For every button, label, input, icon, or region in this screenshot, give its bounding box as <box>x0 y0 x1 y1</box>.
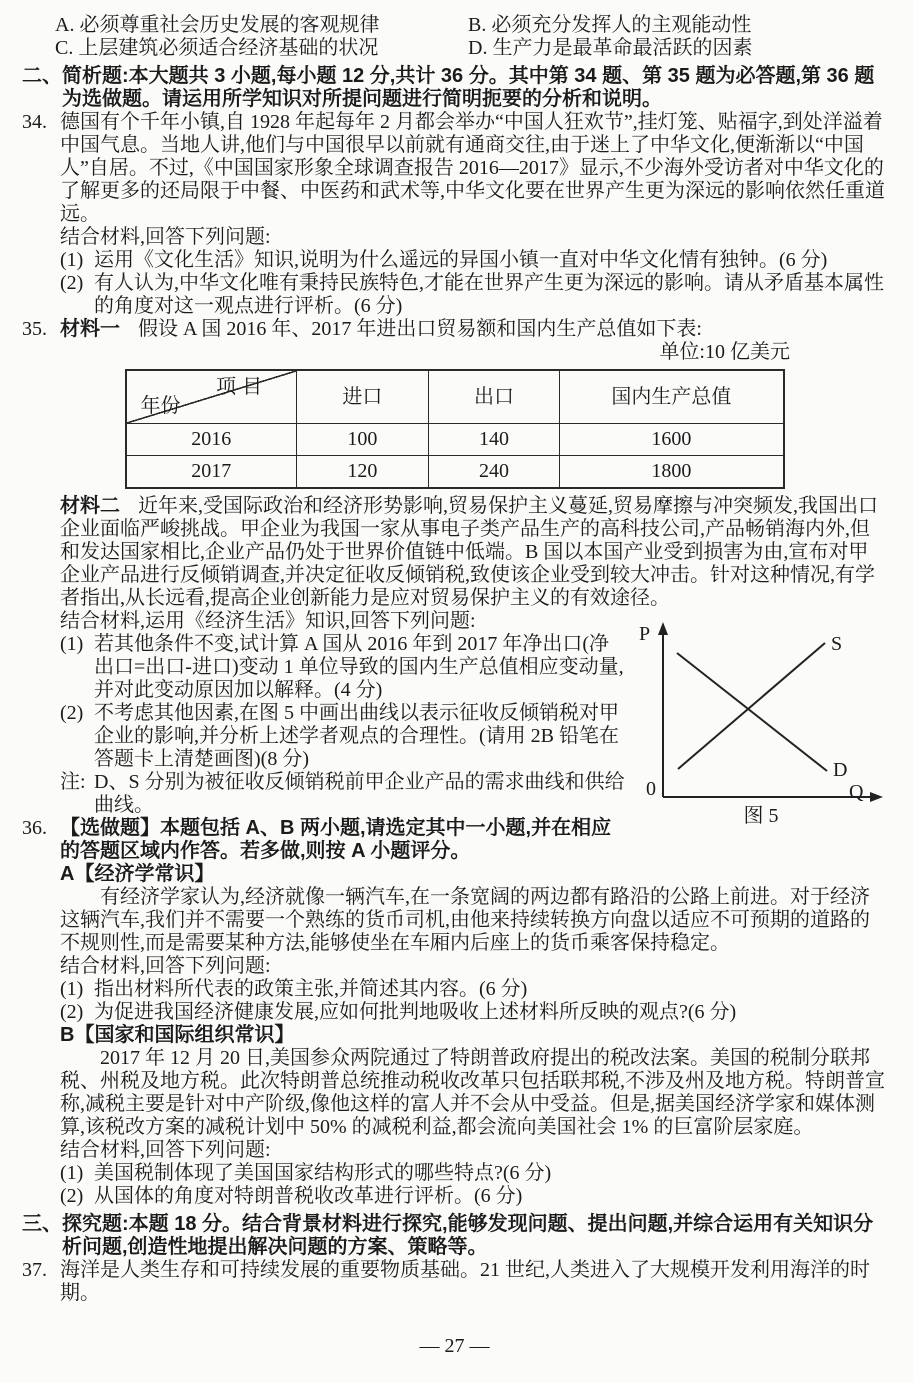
options-row-2 <box>55 37 887 60</box>
q36-a-text: 有经济学家认为,经济就像一辆汽车,在一条宽阔的两边都有路沿的公路上前进。对于经济这辆汽车,我们并不需要一个熟练的货币司机,由他来持续转换方向盘以适应不可预期的道路的不规则性,而是需要某种方法,能够使坐在车厢内后座上的货币乘客保持稳定。 <box>60 886 870 954</box>
cell-gdp: 1800 <box>560 456 784 489</box>
figure-5-caption: 图 5 <box>743 805 779 827</box>
q36-a-sub-2 <box>60 1001 887 1024</box>
q36-b-sub-1-label: (1) <box>60 1162 84 1184</box>
table-row-2017 <box>126 456 784 489</box>
section-3-label: 三、 <box>22 1213 62 1235</box>
q34-number: 34. <box>22 111 47 133</box>
q34-body <box>22 111 887 226</box>
table-unit-caption: 单位:10 亿美元 <box>659 341 790 363</box>
corner-label-year: 年份 <box>140 395 181 417</box>
figure-axes-and-curves <box>635 621 887 803</box>
section-3-text: 探究题:本题 18 分。结合背景材料进行探究,能够发现问题、提出问题,并综合运用有关知识分析问题,创造性地提出解决问题的方案、策略等。 <box>62 1213 874 1258</box>
q36-b-text: 2017 年 12 月 20 日,美国参众两院通过了特朗普政府提出的税改法案。美国的税制分联邦税、州税及地方税。此次特朗普总统推动税收改革只包括联邦税,不涉及州及地方税。特朗普宣称,减税主要是针对中产阶级,像他这样的富人并不会从中受益。但是,据美国经济学家和媒体测算,该税改方案的减税计划中 50% 的减税利益,都会流向美国社会 1% 的巨富阶层家庭。 <box>60 1047 885 1138</box>
cell-import: 100 <box>297 424 429 456</box>
section-2-header <box>22 65 887 111</box>
origin-label: 0 <box>646 778 656 800</box>
q35-sub-1-text: 若其他条件不变,试计算 A 国从 2016 年到 2017 年净出口(净出口=出口-进口)变动 1 单位导致的国内生产总值相应变动量,并对此变动原因加以解释。(4 分) <box>94 633 624 701</box>
section-2-label: 二、 <box>22 65 62 87</box>
q36-a-sub-2-label: (2) <box>60 1001 84 1023</box>
table-row-2016 <box>126 424 784 456</box>
supply-demand-diagram <box>635 621 887 803</box>
col-header-gdp: 国内生产总值 <box>560 370 784 424</box>
q36-a-prompt: 结合材料,回答下列问题: <box>60 955 271 977</box>
table-corner-cell <box>126 370 297 424</box>
option-a: A. 必须尊重社会历史发展的客观规律 <box>55 14 380 36</box>
q36-b-prompt: 结合材料,回答下列问题: <box>60 1139 271 1161</box>
option-c: C. 上层建筑必须适合经济基础的状况 <box>55 37 379 59</box>
question-36 <box>22 817 887 1208</box>
cell-year: 2016 <box>126 424 297 456</box>
trade-gdp-table <box>125 369 785 489</box>
q34-sub-2-text: 有人认为,中华文化唯有秉持民族特色,才能在世界产生更为深远的影响。请从矛盾基本属性的角度对这一观点进行评析。(6 分) <box>94 272 884 317</box>
figure-5 <box>635 621 887 828</box>
q36-a-sub-1 <box>60 978 887 1001</box>
q35-material-1-text: 假设 A 国 2016 年、2017 年进出口贸易额和国内生产总值如下表: <box>138 318 702 340</box>
cell-export: 240 <box>428 456 560 489</box>
q37-text: 海洋是人类生存和可持续发展的重要物质基础。21 世纪,人类进入了大规模开发利用海洋的时期。 <box>60 1259 870 1304</box>
q36-a-sub-1-text: 指出材料所代表的政策主张,并简述其内容。(6 分) <box>94 978 528 1000</box>
options-row-1 <box>55 14 887 37</box>
cell-export: 140 <box>428 424 560 456</box>
question-35 <box>22 318 887 827</box>
q35-material-1-line <box>22 318 887 341</box>
option-d: D. 生产力是最革命最活跃的因素 <box>468 37 753 59</box>
q35-sub-2-text: 不考虑其他因素,在图 5 中画出曲线以表示征收反倾销税对甲企业的影响,并分析上述学者观点的合理性。(请用 2B 铅笔在答题卡上清楚画图)(8 分) <box>94 702 619 770</box>
q34-prompt: 结合材料,回答下列问题: <box>60 226 271 248</box>
option-b: B. 必须充分发挥人的主观能动性 <box>468 14 752 36</box>
cell-gdp: 1600 <box>560 424 784 456</box>
q36-b-sub-1 <box>60 1162 887 1185</box>
q35-material-2-text: 近年来,受国际政治和经济形势影响,贸易保护主义蔓延,贸易摩擦与冲突频发,我国出口企业面临严峻挑战。甲企业为我国一家从事电子类产品生产的高科技公司,产品畅销海内外,但和发达国家相比,企业产品仍处于世界价值链中低端。B 国以本国产业受到损害为由,宣布对甲企业产品进行反倾销调查,并决定征收反倾销税,致使该企业受到较大冲击。针对这种情况,有学者指出,从长远看,提高企业创新能力是应对贸易保护主义的有效途径。 <box>60 495 878 609</box>
q36-header-text: 【选做题】本题包括 A、B 两小题,请选定其中一小题,并在相应的答题区域内作答。若多做,则按 A 小题评分。 <box>60 817 612 862</box>
q35-note-text: D、S 分别为被征收反倾销税前甲企业产品的需求曲线和供给曲线。 <box>94 771 625 816</box>
col-header-import: 进口 <box>297 370 429 424</box>
q37-number: 37. <box>22 1259 47 1281</box>
q36-a-sub-2-text: 为促进我国经济健康发展,应如何批判地吸收上述材料所反映的观点?(6 分) <box>94 1001 737 1023</box>
q35-sub-2-label: (2) <box>60 702 84 724</box>
question-34 <box>22 111 887 318</box>
q36-a-sub-1-label: (1) <box>60 978 84 1000</box>
q36-b-sub-2-text: 从国体的角度对特朗普税收改革进行评析。(6 分) <box>94 1185 523 1207</box>
q34-sub-1-label: (1) <box>60 249 84 271</box>
cell-import: 120 <box>297 456 429 489</box>
q35-material-1-label: 材料一 <box>60 318 120 340</box>
col-header-export: 出口 <box>428 370 560 424</box>
q35-material-2 <box>60 495 887 610</box>
x-axis-label: Q <box>849 781 864 803</box>
q34-sub-1 <box>60 249 887 272</box>
q36-b-sub-2-label: (2) <box>60 1185 84 1207</box>
q35-material-2-label: 材料二 <box>60 495 120 517</box>
q36-number: 36. <box>22 817 47 839</box>
question-37 <box>22 1259 887 1305</box>
q36-b-sub-1-text: 美国税制体现了美国国家结构形式的哪些特点?(6 分) <box>94 1162 552 1184</box>
q36-a-title: A【经济学常识】 <box>60 863 215 885</box>
q35-prompt: 结合材料,运用《经济生活》知识,回答下列问题: <box>60 610 476 632</box>
q34-text: 德国有个千年小镇,自 1928 年起每年 2 月都会举办“中国人狂欢节”,挂灯笼、贴福字,到处洋溢着中国气息。当地人讲,他们与中国很早以前就有通商交往,由于迷上了中华文化,便渐渐以“中国人”自居。不过,《中国国家形象全球调查报告 2016—2017》显示,不少海外受访者对中华文化的了解更多的还局限于中餐、中医药和武术等,中华文化要在世界产生更为深远的影响依然任重道远。 <box>60 111 885 225</box>
cell-year: 2017 <box>126 456 297 489</box>
q34-sub-2-label: (2) <box>60 272 84 294</box>
q36-b-title: B【国家和国际组织常识】 <box>60 1024 295 1046</box>
section-2-text: 简析题:本大题共 3 小题,每小题 12 分,共计 36 分。其中第 34 题、第 35 题为必答题,第 36 题为选做题。请运用所学知识对所提问题进行简明扼要的分析和说明。 <box>62 65 875 110</box>
supply-curve-label: S <box>831 633 843 655</box>
table-header-row <box>126 370 784 424</box>
q35-note-label: 注: <box>60 771 86 793</box>
q35-sub-1-label: (1) <box>60 633 84 655</box>
q34-sub-1-text: 运用《文化生活》知识,说明为什么遥远的异国小镇一直对中华文化情有独钟。(6 分) <box>94 249 828 271</box>
corner-label-item: 项目 <box>216 376 269 398</box>
q34-sub-2 <box>60 272 887 318</box>
section-3-header <box>22 1213 887 1259</box>
demand-curve-label: D <box>833 759 848 781</box>
y-axis-label: P <box>639 623 651 645</box>
page-number: — 27 — <box>419 1335 490 1357</box>
q35-number: 35. <box>22 318 47 340</box>
q36-b-sub-2 <box>60 1185 887 1208</box>
